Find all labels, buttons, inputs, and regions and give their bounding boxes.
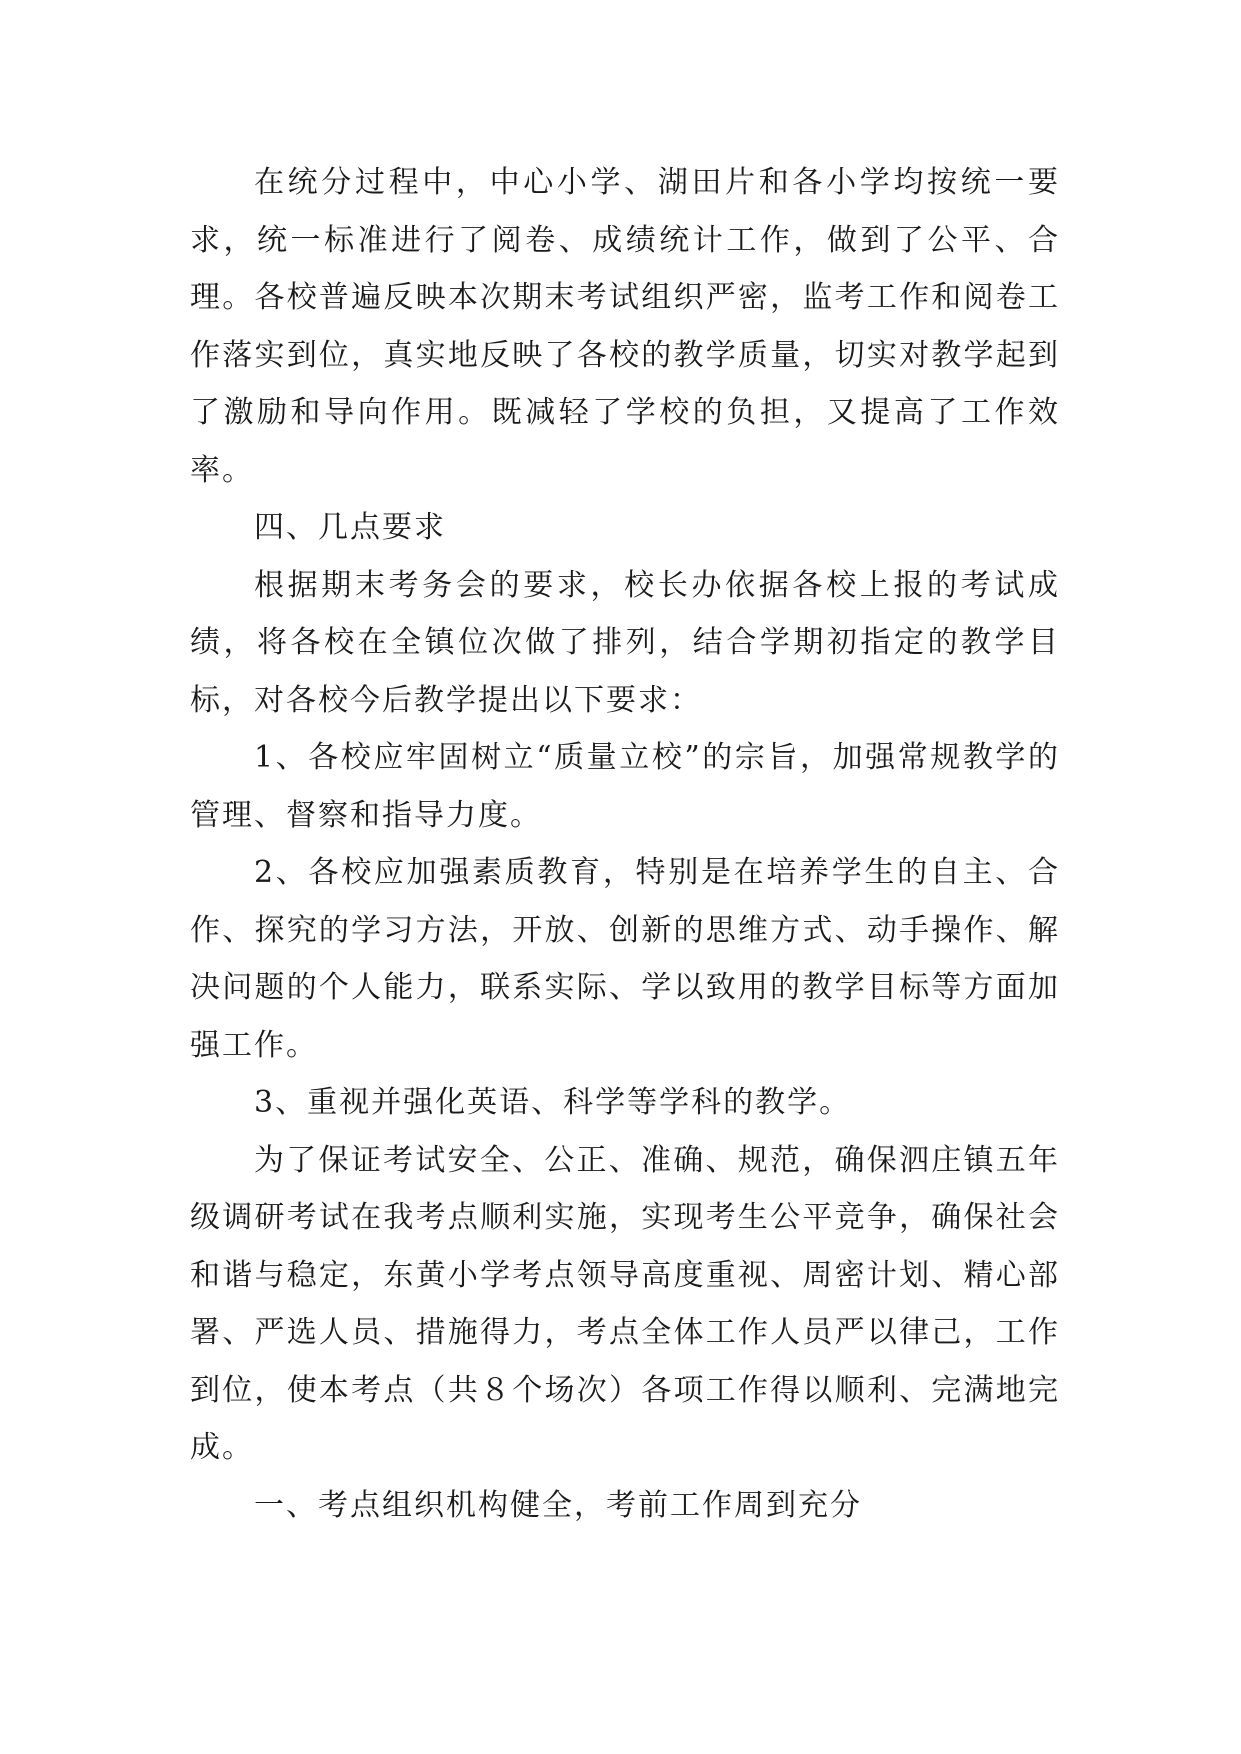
paragraph-requirement-2: 2、各校应加强素质教育，特别是在培养学生的自主、合作、探究的学习方法，开放、创新的思维方式、动手操作、解决问题的个人能力，联系实际、学以致用的教学目标等方面加强工作。 xyxy=(190,855,1060,1063)
paragraph-exam-report-intro: 为了保证考试安全、公正、准确、规范，确保泗庄镇五年级调研考试在我考点顺利实施，实现考生公平竞争，确保社会和谐与稳定，东黄小学考点领导高度重视、周密计划、精心部署、严选人员、措施得力，考点全体工作人员严以律己，工作到位，使本考点（共８个场次）各项工作得以顺利、完满地完成。 xyxy=(190,1142,1060,1465)
section-heading-requirements: 四、几点要求 xyxy=(254,510,446,545)
section-heading-organization: 一、考点组织机构健全，考前工作周到充分 xyxy=(254,1487,862,1523)
paragraph-requirement-3: 3、重视并强化英语、科学等学科的教学。 xyxy=(254,1085,852,1120)
document-body xyxy=(190,154,1060,1534)
paragraph-requirements-intro: 根据期末考务会的要求，校长办依据各校上报的考试成绩，将各校在全镇位次做了排列，结合学期初指定的教学目标，对各校今后教学提出以下要求： xyxy=(190,567,1060,718)
paragraph-grading-process: 在统分过程中，中心小学、湖田片和各小学均按统一要求，统一标准进行了阅卷、成绩统计工作，做到了公平、合理。各校普遍反映本次期末考试组织严密，监考工作和阅卷工作落实到位，真实地反映了各校的教学质量，切实对教学起到了激励和导向作用。既减轻了学校的负担，又提高了工作效率。 xyxy=(190,165,1060,488)
paragraph-requirement-1: 1、各校应牢固树立“质量立校”的宗旨，加强常规教学的管理、督察和指导力度。 xyxy=(190,740,1060,833)
